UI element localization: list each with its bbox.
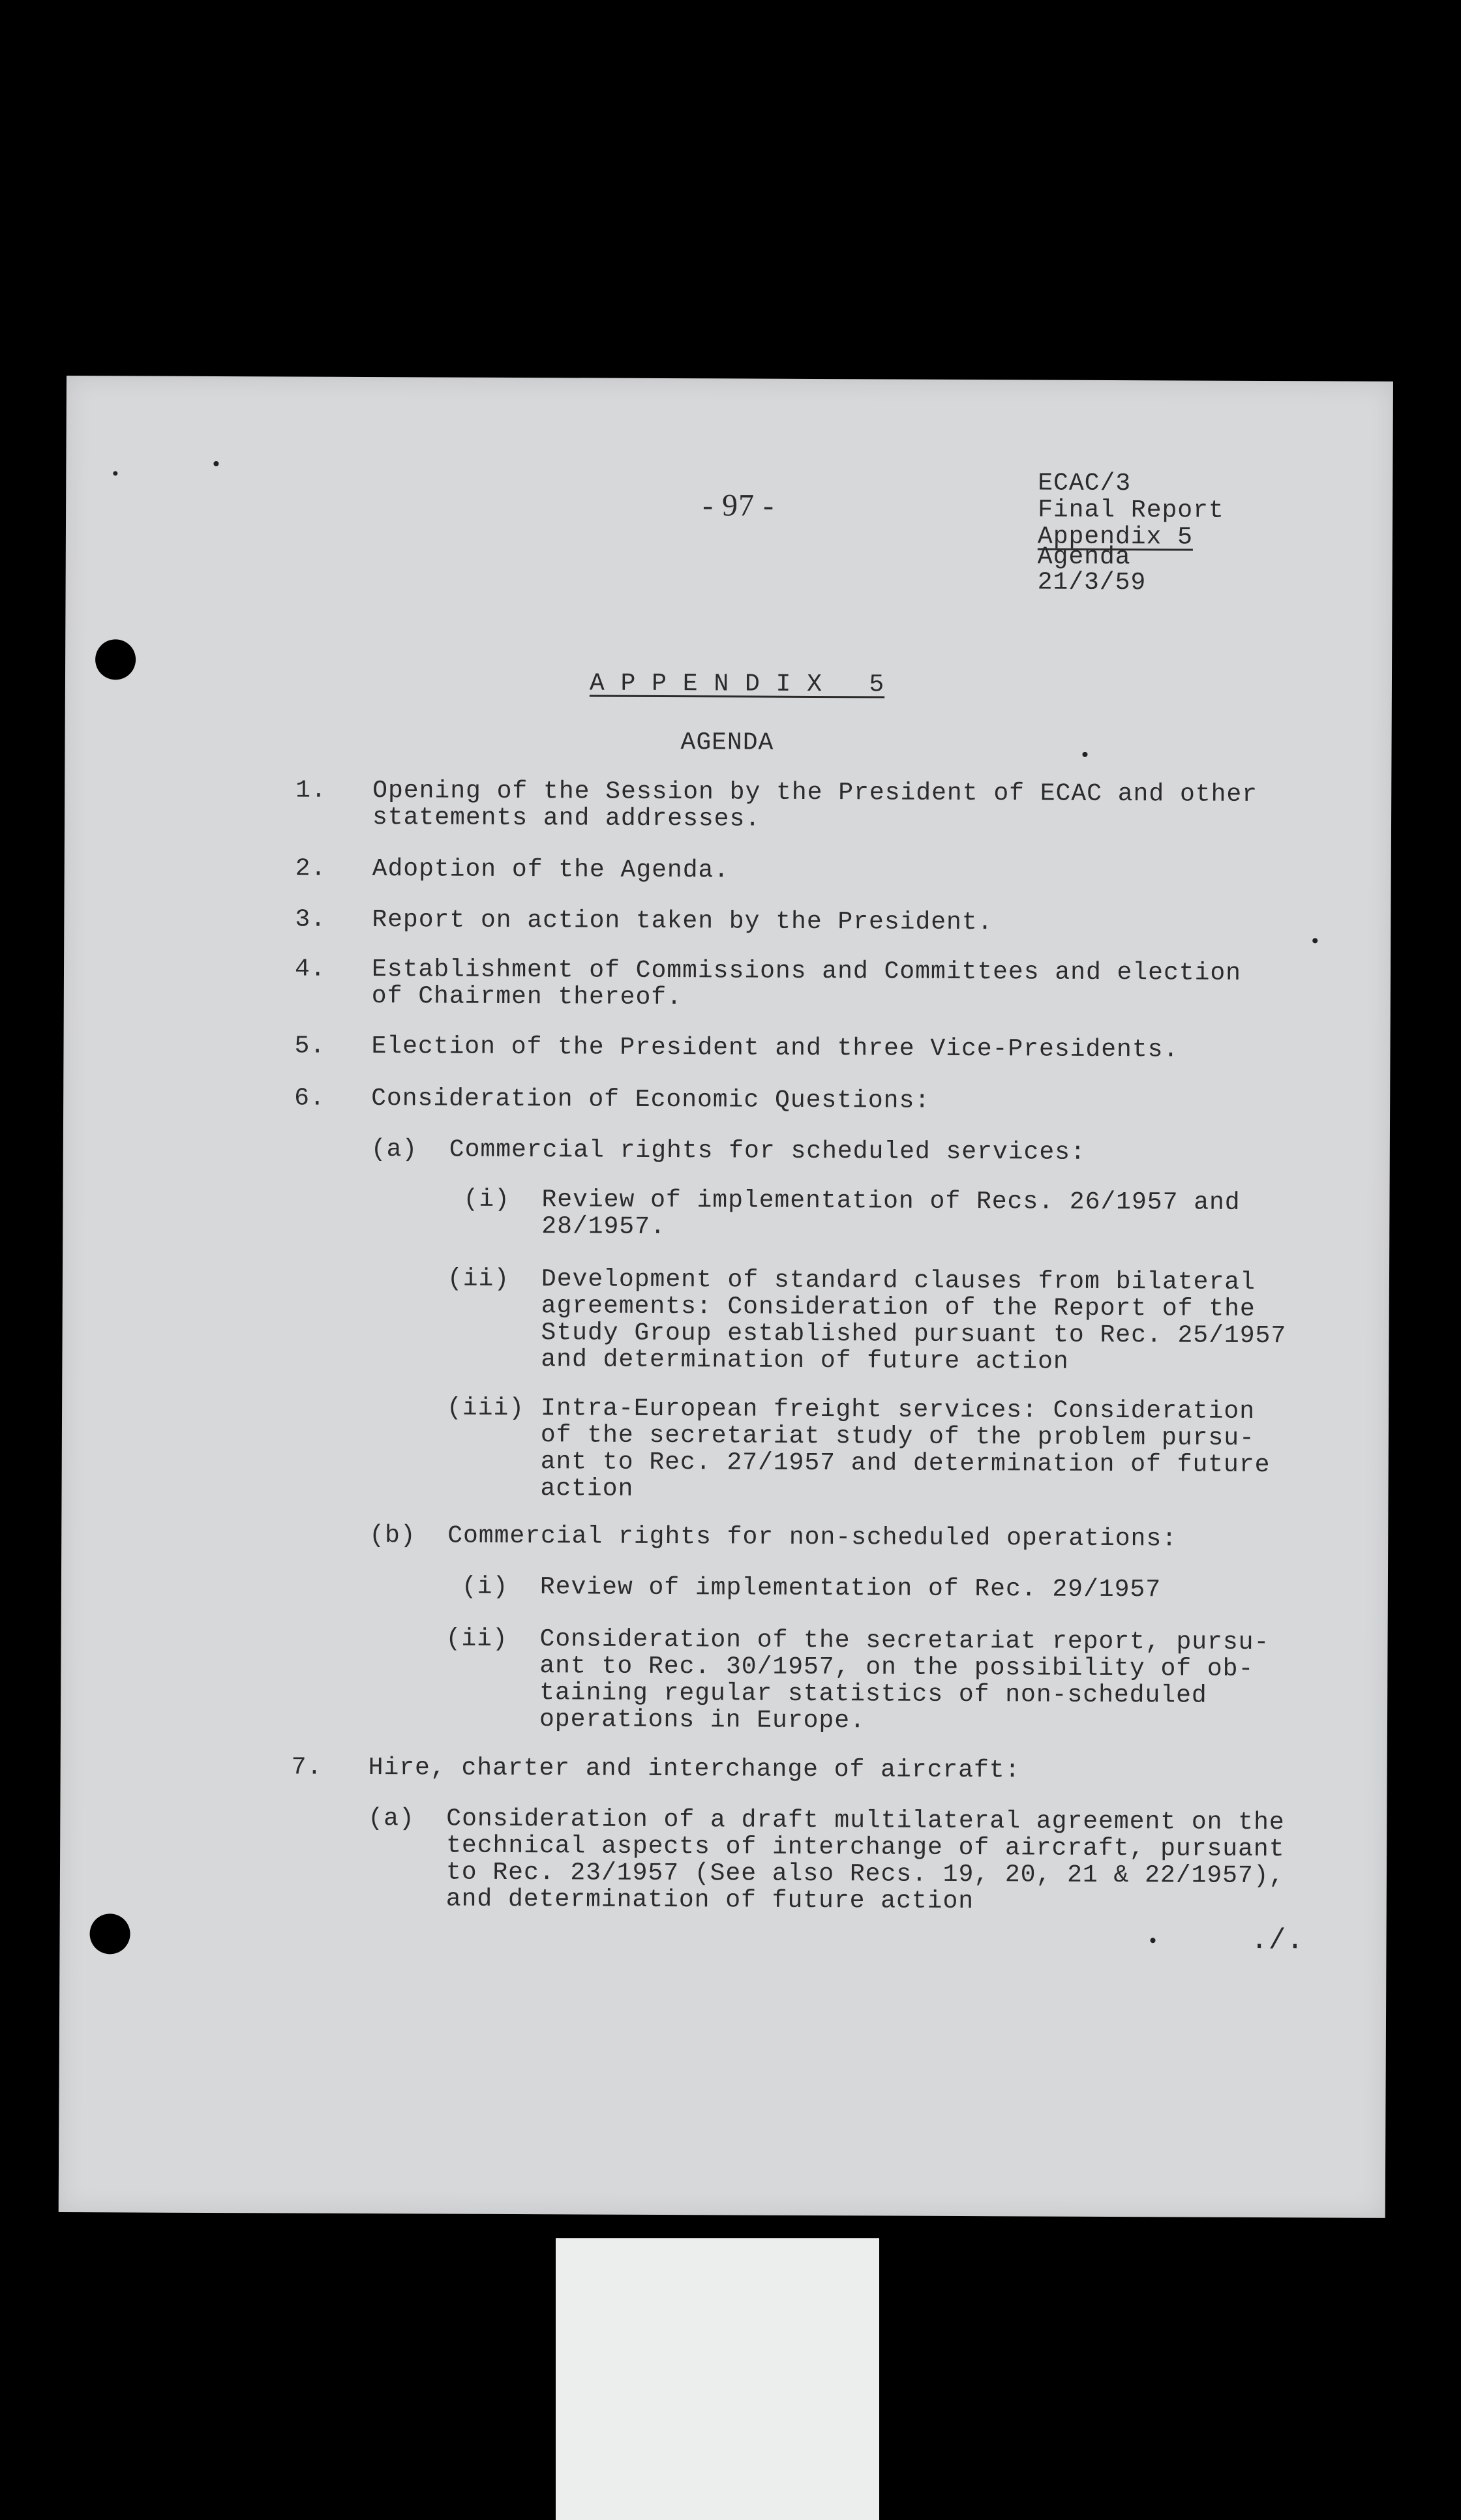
subitem-text: Commercial rights for scheduled services:: [449, 1135, 1086, 1167]
reference-line: Agenda: [1037, 543, 1131, 572]
item-number: 3.: [295, 905, 327, 934]
item-text: Opening of the Session by the President of ECAC and other statements and addresses.: [372, 777, 1258, 833]
subitem-letter: (a): [368, 1805, 415, 1833]
page-number: - 97 -: [702, 488, 775, 523]
subsubitem-numeral: (ii): [447, 1265, 510, 1293]
subsubitem-text: Review of implementation of Rec. 29/1957: [539, 1573, 1162, 1604]
document-page: [59, 376, 1393, 2218]
item-text: Establishment of Commissions and Committees and election of Chairmen thereof.: [371, 955, 1242, 1012]
reference-line: ECAC/3: [1038, 469, 1132, 498]
item-number: 5.: [294, 1032, 326, 1060]
appendix-title: A P P E N D I X 5: [589, 669, 885, 699]
continuation-mark: ./.: [1250, 1924, 1304, 1958]
subitem-letter: (a): [370, 1135, 418, 1164]
reference-line: Appendix 5: [1037, 522, 1194, 552]
item-number: 4.: [294, 955, 326, 983]
item-number: 7.: [291, 1753, 323, 1782]
subsubitem-text: Consideration of the secretariat report, pursu- ant to Rec. 30/1957, on the possibility of ob- taining regular statistics of non-scheduled operations in Europe.: [539, 1625, 1270, 1735]
punch-hole-bottom: [89, 1913, 130, 1954]
speck: [113, 471, 117, 475]
reference-line: Final Report: [1038, 496, 1224, 525]
blank-card: [556, 2238, 879, 2520]
subitem-text: Commercial rights for non-scheduled operations:: [447, 1522, 1178, 1553]
item-text: Report on action taken by the President.: [372, 906, 993, 937]
subsubitem-numeral: (iii): [447, 1394, 525, 1423]
subsubitem-text: Review of implementation of Recs. 26/1957 and 28/1957.: [541, 1186, 1241, 1242]
subsubitem-text: Intra-European freight services: Consideration of the secretariat study of the problem pursu- ant to Rec. 27/1957 and determination of future action: [540, 1394, 1271, 1503]
item-text: Hire, charter and interchange of aircraft:: [368, 1754, 1021, 1785]
subsubitem-text: Development of standard clauses from bilateral agreements: Consideration of the Report of the Study Group established pursuant to Rec. 25/1957 and determination of future action: [541, 1265, 1287, 1376]
item-text: Adoption of the Agenda.: [372, 855, 730, 885]
item-number: 6.: [294, 1084, 325, 1113]
subsubitem-numeral: (ii): [445, 1625, 508, 1653]
speck: [1312, 938, 1318, 943]
subitem-letter: (b): [369, 1522, 416, 1550]
speck: [1082, 752, 1087, 757]
item-text: Election of the President and three Vice-Presidents.: [371, 1032, 1179, 1064]
item-number: 1.: [295, 776, 327, 805]
subitem-text: Consideration of a draft multilateral agreement on the technical aspects of interchange of aircraft, pursuant to Rec. 23/1957 (See also Recs. 19, 20, 21 & 22/1957), and determination of future action: [445, 1805, 1285, 1916]
speck: [1151, 1938, 1156, 1943]
reference-line: 21/3/59: [1037, 568, 1147, 597]
subsubitem-numeral: (i): [461, 1572, 509, 1601]
item-number: 2.: [295, 854, 327, 883]
subsubitem-numeral: (i): [463, 1185, 511, 1214]
speck: [213, 461, 218, 466]
agenda-heading: AGENDA: [680, 728, 774, 757]
item-text: Consideration of Economic Questions:: [371, 1085, 931, 1115]
punch-hole-top: [95, 639, 136, 680]
